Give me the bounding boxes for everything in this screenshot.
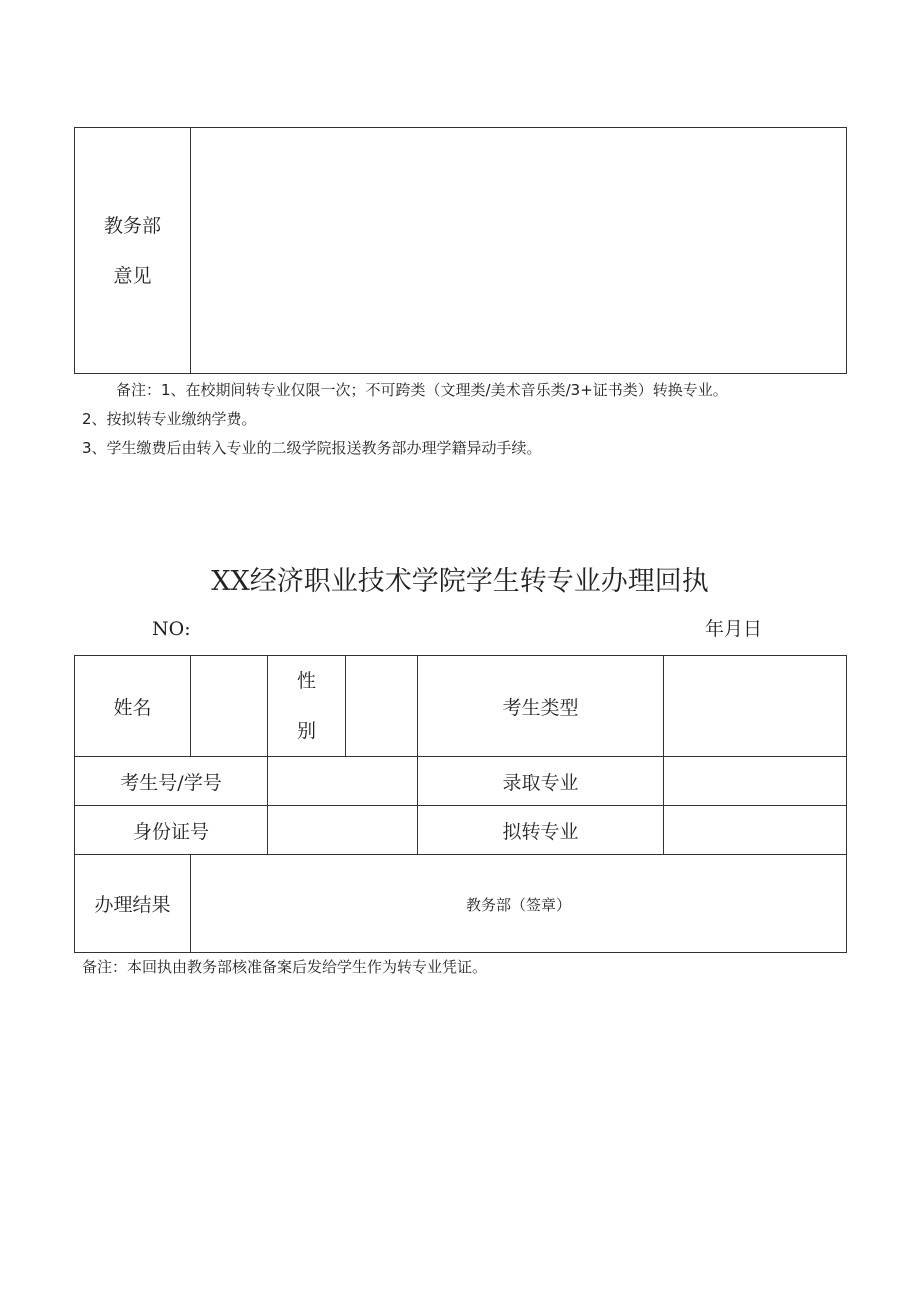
admitted-major-label: 录取专业 (418, 757, 664, 806)
result-label: 办理结果 (75, 855, 191, 953)
receipt-no-label: NO: (152, 618, 191, 640)
note-line-3: 3、学生缴费后由转入专业的二级学院报送教务部办理学籍异动手续。 (82, 439, 542, 457)
receipt-table (74, 655, 847, 953)
dean-opinion-label-line2: 意见 (113, 264, 152, 287)
name-label: 姓名 (75, 656, 191, 757)
dean-opinion-label-line1: 教务部 (103, 214, 161, 237)
gender-label (268, 656, 346, 757)
receipt-date-label: 年月日 (705, 618, 763, 640)
target-major-label: 拟转专业 (418, 806, 664, 855)
note-line-1: 备注：1、在校期间转专业仅限一次；不可跨类（文理类/美术音乐类/3+证书类）转换专业。 (116, 381, 728, 399)
target-major-field[interactable] (664, 806, 847, 855)
dean-opinion-label (75, 128, 191, 374)
gender-field[interactable] (346, 656, 418, 757)
name-field[interactable] (191, 656, 268, 757)
student-id-field[interactable] (268, 757, 418, 806)
id-card-label: 身份证号 (75, 806, 268, 855)
exam-type-label: 考生类型 (418, 656, 664, 757)
admitted-major-field[interactable] (664, 757, 847, 806)
dean-opinion-table (74, 127, 847, 374)
id-card-field[interactable] (268, 806, 418, 855)
gender-label-line2: 别 (296, 720, 316, 742)
footer-note: 备注：本回执由教务部核准备案后发给学生作为转专业凭证。 (82, 958, 488, 976)
seal-label: 教务部（签章） (465, 895, 571, 914)
note-line-2: 2、按拟转专业缴纳学费。 (82, 410, 257, 428)
exam-type-field[interactable] (664, 656, 847, 757)
receipt-title: XX经济职业技术学院学生转专业办理回执 (211, 566, 709, 597)
dean-opinion-field[interactable] (191, 128, 847, 374)
gender-label-line1: 性 (296, 670, 316, 692)
student-id-label: 考生号/学号 (75, 757, 268, 806)
result-field[interactable] (191, 855, 847, 953)
